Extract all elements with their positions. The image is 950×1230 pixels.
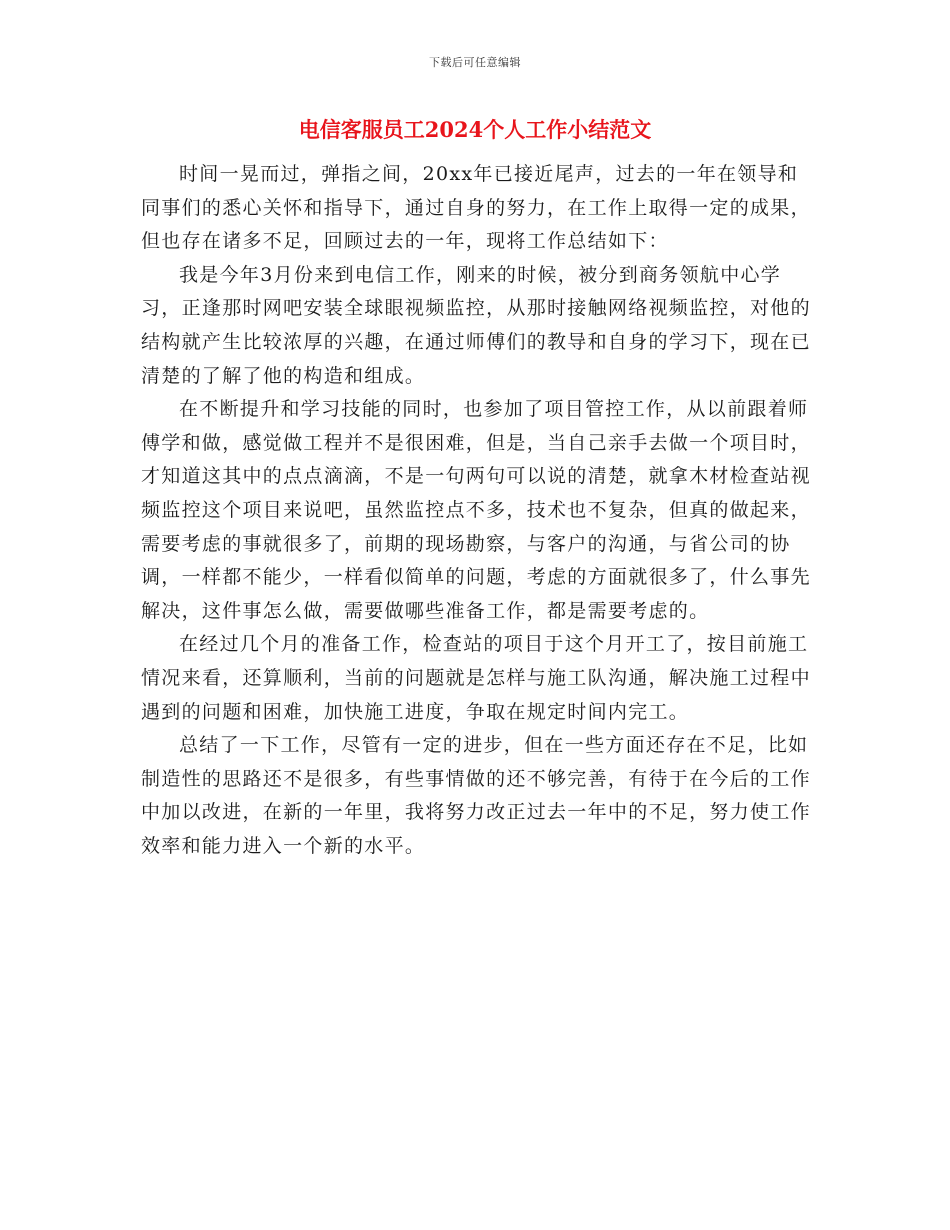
document-body [141,158,813,863]
download-note: 下载后可任意编辑 [429,56,521,69]
paragraph-summary: 总结了一下工作，尽管有一定的进步，但在一些方面还存在不足，比如制造性的思路还不是很多，有些事情做的还不够完善，有待于在今后的工作中加以改进，在新的一年里，我将努力改正过去一年中的不足，努力使工作效率和能力进入一个新的水平。 [141,734,811,857]
document-title: 电信客服员工2024个人工作小结范文 [298,117,652,142]
paragraph-intro: 时间一晃而过，弹指之间，20xx年已接近尾声，过去的一年在领导和同事们的悉心关怀和指导下，通过自身的努力，在工作上取得一定的成果，但也存在诸多不足，回顾过去的一年，现将工作总结如下： [141,163,811,253]
paragraph-project-management: 在不断提升和学习技能的同时，也参加了项目管控工作，从以前跟着师傅学和做，感觉做工程并不是很困难，但是，当自己亲手去做一个项目时，才知道这其中的点点滴滴，不是一句两句可以说的清楚，就拿木材检查站视频监控这个项目来说吧，虽然监控点不多，技术也不复杂，但真的做起来，需要考虑的事就很多了，前期的现场勘察，与客户的沟通，与省公司的协调，一样都不能少，一样看似简单的问题，考虑的方面就很多了，什么事先解决，这件事怎么做，需要做哪些准备工作，都是需要考虑的。 [141,398,811,622]
paragraph-arrival: 我是今年3月份来到电信工作，刚来的时候，被分到商务领航中心学习，正逢那时网吧安装全球眼视频监控，从那时接触网络视频监控，对他的结构就产生比较浓厚的兴趣，在通过师傅们的教导和自身的学习下，现在已清楚的了解了他的构造和组成。 [141,263,811,387]
paragraph-construction: 在经过几个月的准备工作，检查站的项目于这个月开工了，按目前施工情况来看，还算顺利，当前的问题就是怎样与施工队沟通，解决施工过程中遇到的问题和困难，加快施工进度，争取在规定时间内完工。 [141,633,811,723]
